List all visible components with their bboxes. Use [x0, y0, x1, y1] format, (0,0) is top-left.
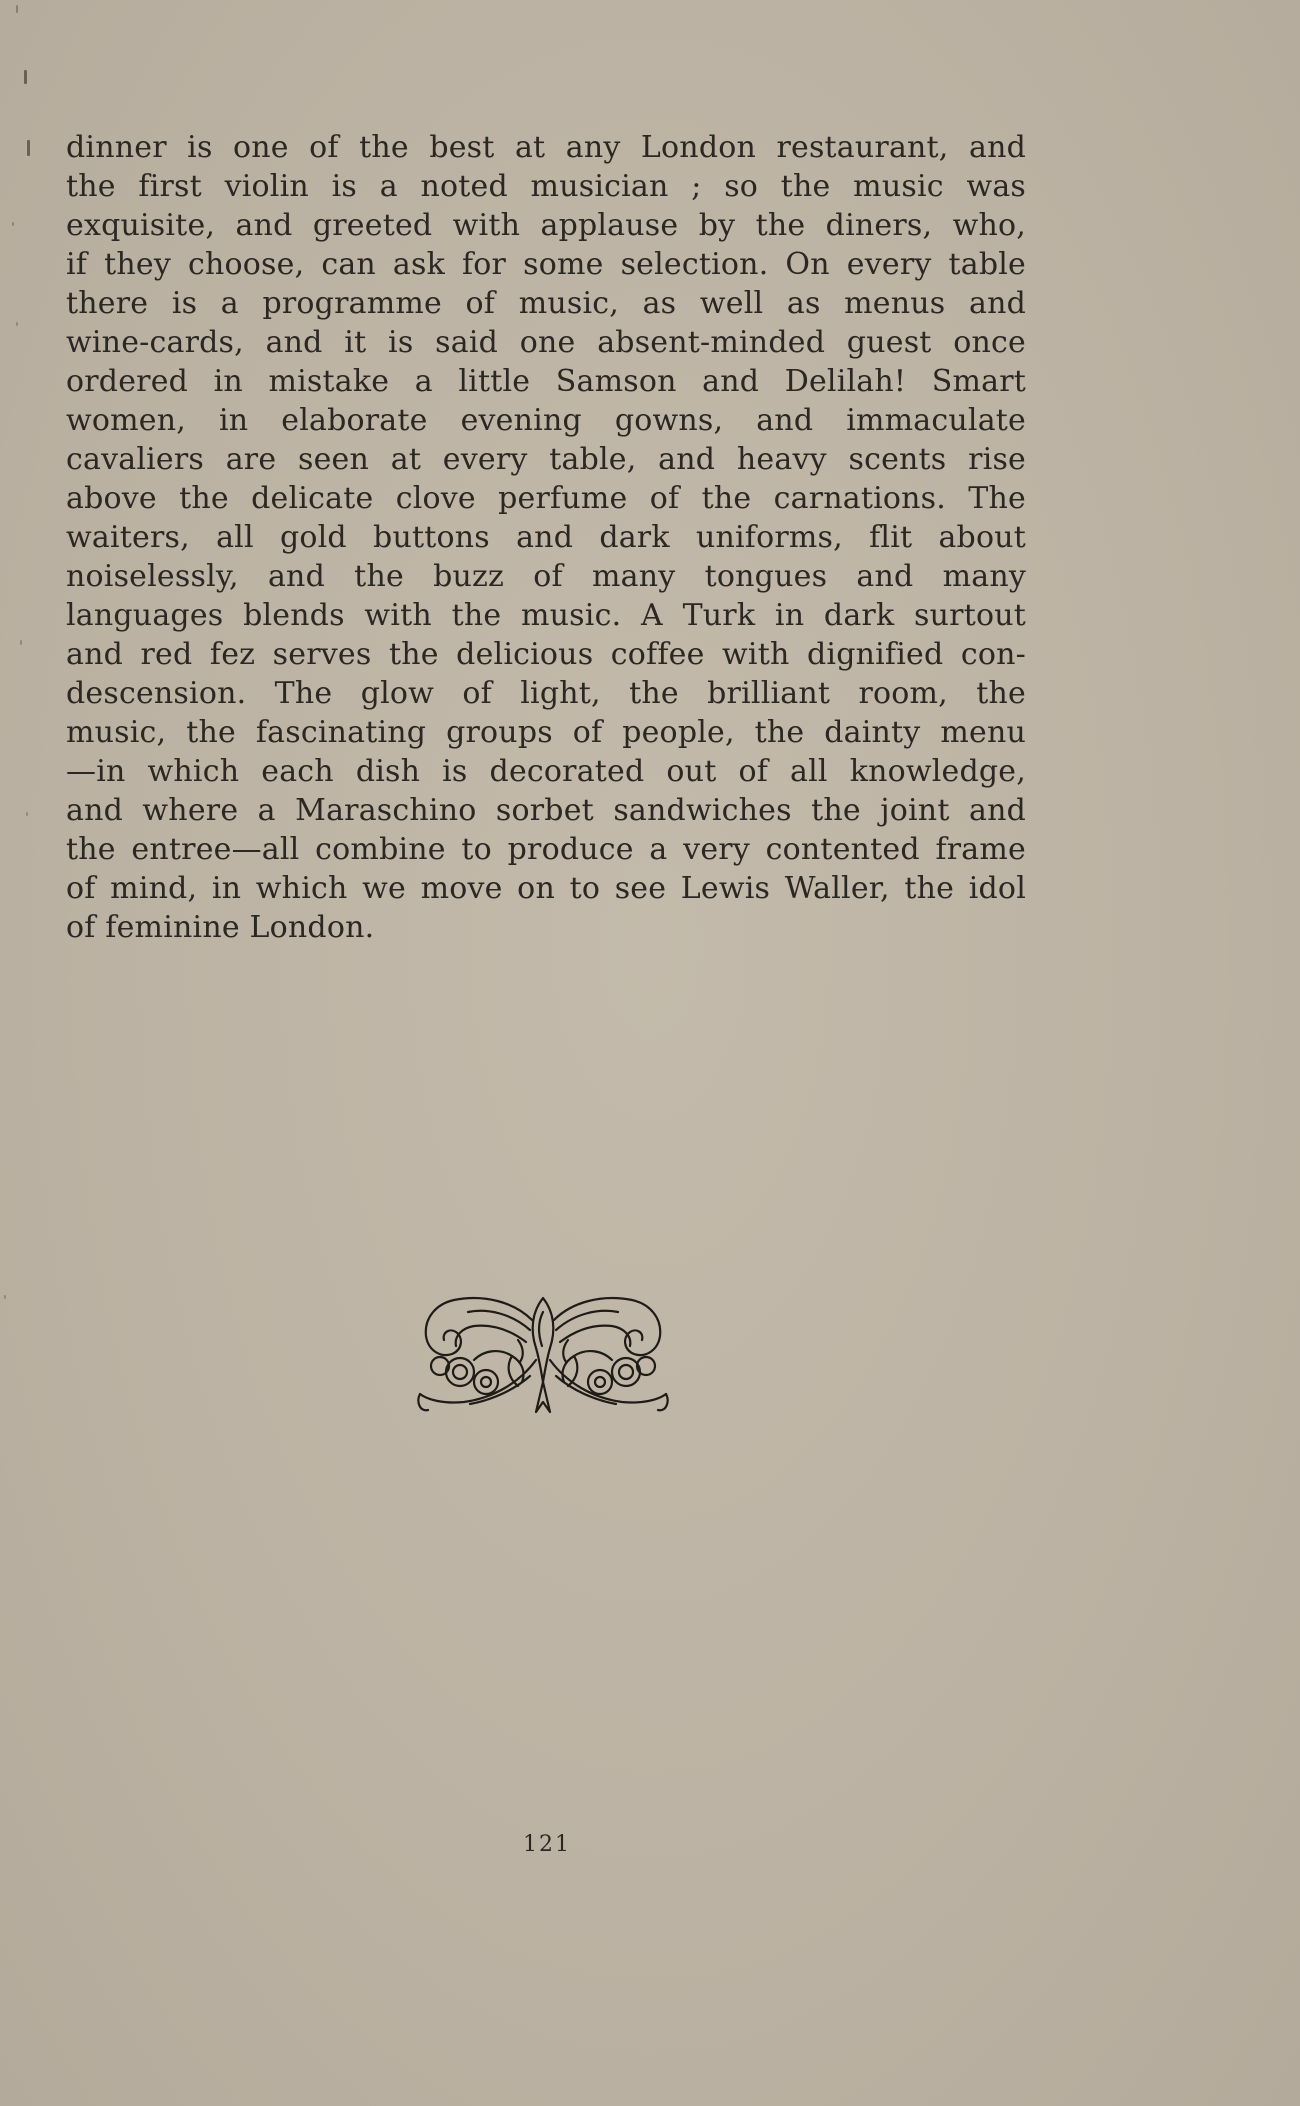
margin-speck	[16, 322, 18, 326]
text-line: dinner is one of the best at any London restaurant, and	[66, 130, 1026, 165]
text-line: above the delicate clove perfume of the carnations. The	[66, 481, 1026, 516]
text-line: cavaliers are seen at every table, and heavy scents rise	[66, 442, 1026, 477]
margin-speck	[20, 640, 22, 645]
margin-speck	[26, 812, 28, 816]
margin-speck	[16, 5, 18, 13]
page-number: 121	[523, 1832, 571, 1857]
floral-tailpiece-ornament-icon	[414, 1290, 672, 1420]
text-line: ordered in mistake a little Samson and Delilah! Smart	[66, 364, 1026, 399]
margin-speck	[4, 1295, 6, 1299]
body-text	[66, 128, 1026, 947]
text-line: and red fez serves the delicious coffee with dignified con-	[66, 637, 1026, 672]
text-line: wine-cards, and it is said one absent-minded guest once	[66, 325, 1026, 360]
text-line: music, the fascinating groups of people, the dainty menu	[66, 715, 1026, 750]
margin-speck	[24, 70, 27, 84]
text-line: if they choose, can ask for some selection. On every table	[66, 247, 1026, 282]
text-line: waiters, all gold buttons and dark uniforms, flit about	[66, 520, 1026, 555]
text-line: —in which each dish is decorated out of all knowledge,	[66, 754, 1026, 789]
text-line: languages blends with the music. A Turk in dark surtout	[66, 598, 1026, 633]
text-line: women, in elaborate evening gowns, and immaculate	[66, 403, 1026, 438]
text-line: of mind, in which we move on to see Lewis Waller, the idol	[66, 871, 1026, 906]
text-line: of feminine London.	[66, 910, 375, 945]
text-line: descension. The glow of light, the brilliant room, the	[66, 676, 1026, 711]
text-line: the entree—all combine to produce a very contented frame	[66, 832, 1026, 867]
text-line: and where a Maraschino sorbet sandwiches the joint and	[66, 793, 1026, 828]
text-line: noiselessly, and the buzz of many tongues and many	[66, 559, 1026, 594]
text-line: there is a programme of music, as well as menus and	[66, 286, 1026, 321]
margin-speck	[27, 140, 30, 156]
text-line: exquisite, and greeted with applause by the diners, who,	[66, 208, 1026, 243]
text-line: the first violin is a noted musician ; so the music was	[66, 169, 1026, 204]
margin-speck	[12, 222, 14, 226]
